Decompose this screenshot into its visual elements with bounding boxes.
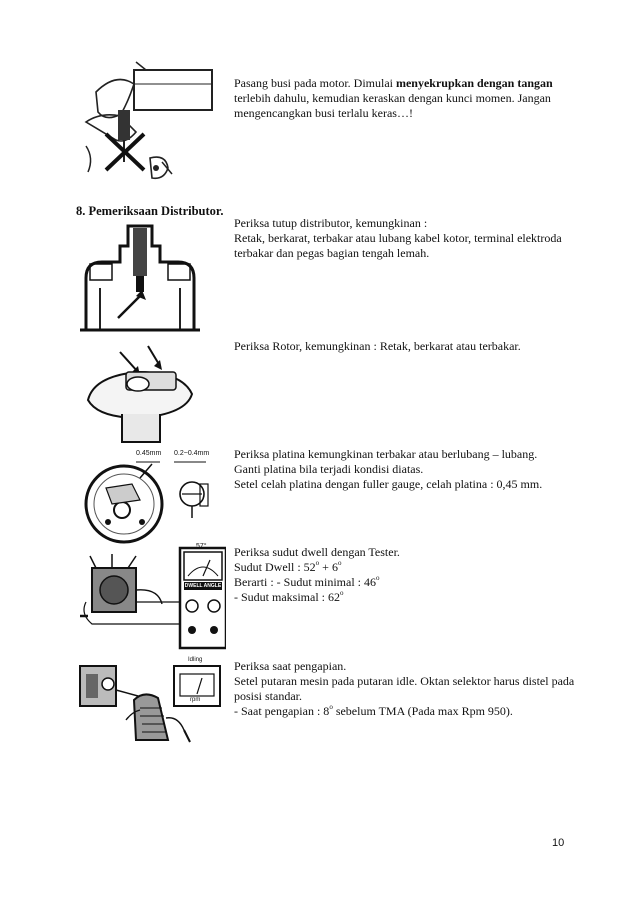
- dwell-line-2: Sudut Dwell : $52^o + 6^o$: [234, 559, 342, 574]
- ignition-timing-illustration: [74, 657, 224, 746]
- rotor-instruction: [234, 339, 579, 354]
- breaker-points-instruction: [234, 447, 579, 492]
- rotor-illustration: [82, 342, 200, 446]
- section-heading: 8. Pemeriksaan Distributor.: [76, 204, 224, 218]
- timing-line-1: Periksa saat pengapian.: [234, 659, 347, 673]
- dwell-angle-reading: 57°: [196, 543, 207, 550]
- timing-line-2: Setel putaran mesin pada putaran idle. Oktan selektor harus distel pada posisi standar.: [234, 674, 575, 703]
- dwell-line-4: - Sudut maksimal : 62$^o$: [234, 589, 344, 604]
- points-line-3: Setel celah platina dengan fuller gauge, celah platina : 0,45 mm.: [234, 477, 543, 491]
- dwell-line-3: Berarti : - Sudut minimal : 46$^o$: [234, 574, 380, 589]
- dwell-tester-illustration: [76, 543, 226, 652]
- rotor-line-1: Periksa Rotor, kemungkinan : Retak, berkarat atau terbakar.: [234, 339, 521, 353]
- ignition-timing-instruction: [234, 659, 579, 719]
- page-number: 10: [552, 837, 565, 849]
- distributor-cap-illustration: [80, 218, 208, 334]
- dwell-angle-meter-label: DWELL ANGLE: [184, 583, 222, 589]
- cap-line-1: Periksa tutup distributor, kemungkinan :: [234, 216, 428, 230]
- idling-label: Idling: [188, 657, 203, 663]
- points-line-1: Periksa platina kemungkinan terbakar atau berlubang – lubang.: [234, 447, 538, 461]
- points-line-2: Ganti platina bila terjadi kondisi diatas.: [234, 462, 424, 476]
- spark-plug-installation-illustration: [76, 62, 216, 190]
- cap-line-2: Retak, berkarat, terbakar atau lubang kabel kotor, terminal elektroda terbakar dan pegas bagian tengah lemah.: [234, 231, 562, 260]
- distributor-cap-instruction: [234, 216, 579, 261]
- dwell-line-1: Periksa sudut dwell dengan Tester.: [234, 545, 400, 559]
- spark-plug-instruction: Pasang busi pada motor. Dimulai menyekrupkan dengan tangan terlebih dahulu, kemudian keraskan dengan kunci momen. Jangan mengencangkan busi terlalu keras…!: [234, 76, 553, 120]
- gap-label-range: 0.2~0.4mm: [174, 450, 210, 457]
- gap-label-045: 0.45mm: [136, 450, 162, 457]
- dwell-instruction: [234, 545, 579, 605]
- breaker-points-illustration: [82, 448, 220, 548]
- rpm-label: rpm: [190, 697, 201, 703]
- timing-line-3: - Saat pengapian : 8$^o$ sebelum TMA (Pada max Rpm 950).: [234, 703, 513, 718]
